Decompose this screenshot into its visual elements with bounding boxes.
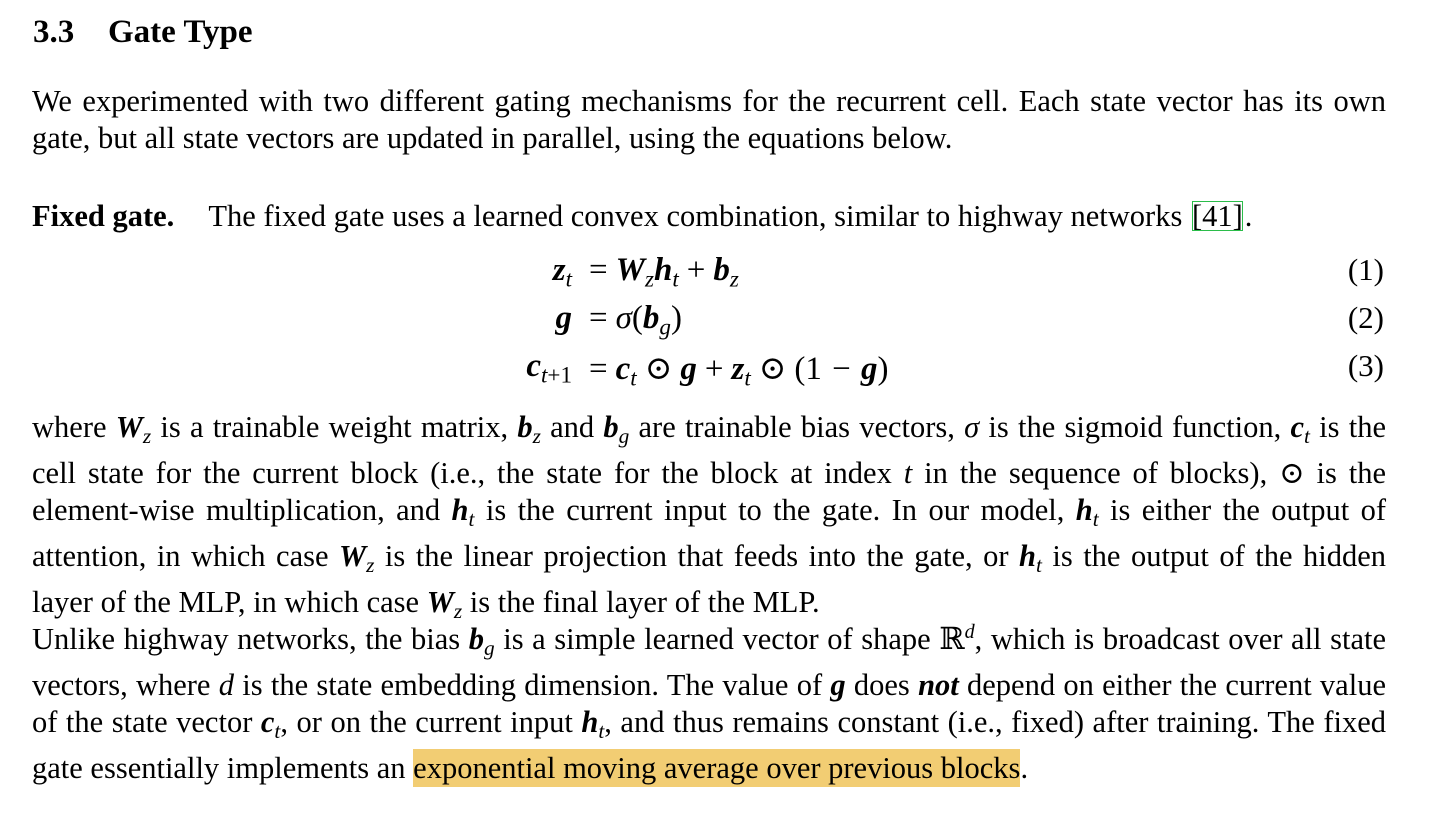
equation-1-number: (1) <box>1347 252 1384 287</box>
where-paragraph: where $W_z$ is a trainable weight matrix, $b_z$ and $b_g$ are trainable bias vectors, σ is the sigmoid function, $c_t$ is the cell state for the current block (i.e., the state for the block at index t in the sequence of blocks), ⊙ is the element-wise multiplication, and $h_t$ is the current input to the gate. In our model, $h_t$ is either the output of attention, in which case $W_z$ is the linear projection that feeds into the gate, or $h_t$ is the output of the hidden layer of the MLP, in which case $W_z$ is the final layer of the MLP. <box>32 410 1387 623</box>
equation-2 <box>0 300 1440 348</box>
emphasis-not: not <box>918 668 959 703</box>
equation-1-lhs: $z_t$ <box>552 252 572 292</box>
fixed-gate-heading: Fixed gate. <box>32 199 175 233</box>
equation-block <box>0 252 1440 396</box>
equation-2-number: (2) <box>1347 300 1384 335</box>
section-title: Gate Type <box>108 14 253 50</box>
equation-3 <box>0 348 1440 396</box>
citation-link[interactable]: [41] <box>1191 199 1243 233</box>
equation-3-rhs: = $c_t$ ⊙ $g + z_t$ ⊙ (1 − g) <box>589 351 889 391</box>
unlike-paragraph: Unlike highway networks, the bias $b_g$ is a simple learned vector of shape ℝ$^d$, which is broadcast over all state vectors, where d is the state embedding dimension. The value of g does not depend on either the current value of the state vector $c_t$, or on the current input $h_t$, and thus remains constant (i.e., fixed) after training. The fixed gate essentially implements an exponential moving average over previous blocks. <box>32 621 1386 785</box>
intro-paragraph: We experimented with two different gating mechanisms for the recurrent cell. Each state vector has its own gate, but all state vectors are updated in parallel, using the equations below. <box>32 84 1386 155</box>
fixed-gate-text: The fixed gate uses a learned convex combination, similar to highway networks <box>208 199 1190 233</box>
equation-2-rhs: = $\sigma(b_g)$ <box>589 300 682 340</box>
section-heading <box>33 10 253 54</box>
fixed-gate-paragraph: Fixed gate. The fixed gate uses a learned convex combination, similar to highway networks [41]. <box>32 199 1253 233</box>
equation-1 <box>0 252 1440 300</box>
equation-3-number: (3) <box>1347 348 1384 383</box>
equation-3-lhs: $c_{t+1}$ <box>526 348 572 388</box>
equation-2-lhs: g <box>555 300 572 336</box>
equation-1-rhs: = $W_zh_t + b_z$ <box>589 252 739 292</box>
section-number: 3.3 <box>33 14 75 50</box>
highlighted-text[interactable]: exponential moving average over previous blocks <box>413 751 1021 785</box>
